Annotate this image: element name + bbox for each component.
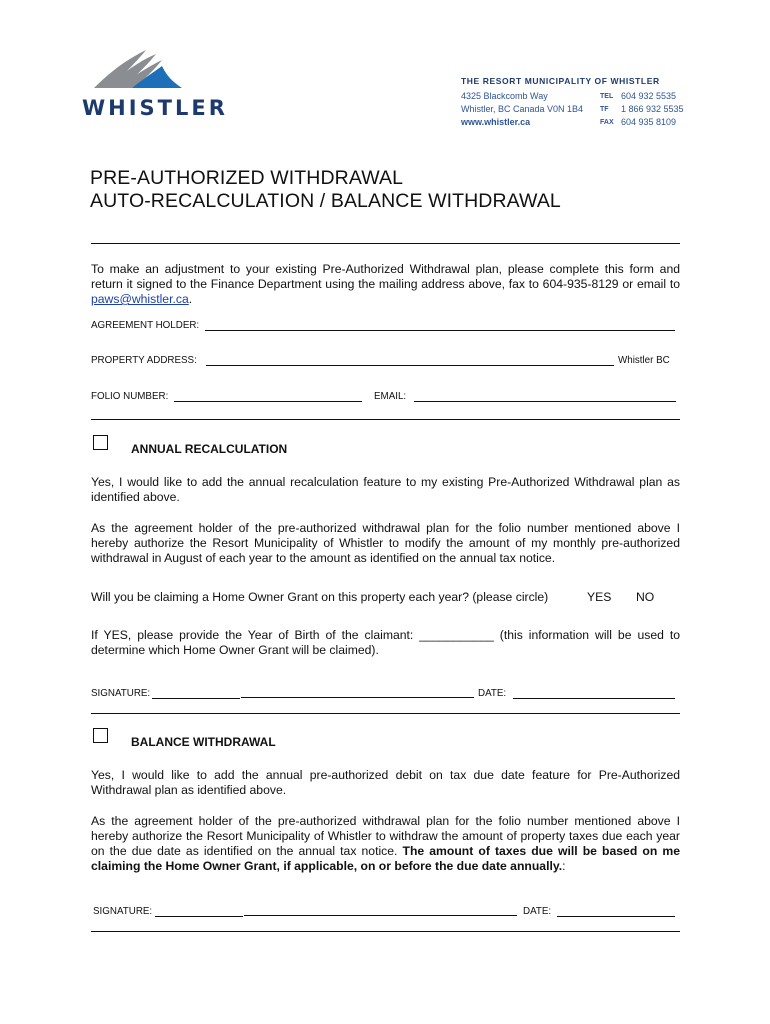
bottom-divider: [91, 931, 680, 932]
intro-paragraph: [91, 262, 680, 307]
property-address-suffix: Whistler BC: [618, 355, 670, 366]
tf-label: TF: [600, 106, 609, 113]
email-field[interactable]: [414, 401, 676, 402]
address-line-1: 4325 Blackcomb Way: [461, 91, 548, 101]
balance-signature-label: SIGNATURE:: [93, 906, 153, 917]
home-owner-grant-question: Will you be claiming a Home Owner Grant on this property each year? (please circle): [91, 590, 549, 604]
tel-label: TEL: [600, 93, 614, 100]
annual-signature-label: SIGNATURE:: [91, 688, 151, 699]
year-of-birth-text: If YES, please provide the Year of Birth of the claimant:: [91, 628, 420, 642]
intro-text: To make an adjustment to your existing Pre-Authorized Withdrawal plan, please complete this form and return it signed to the Finance Department using the mailing address above, fax to 604-935-8129 or email to: [91, 262, 680, 291]
agreement-holder-field[interactable]: [205, 330, 675, 331]
year-of-birth-field[interactable]: ___________: [419, 628, 494, 642]
title-divider: [91, 243, 680, 244]
annual-paragraph-1: Yes, I would like to add the annual recalculation feature to my existing Pre-Authorized Withdrawal plan as identified above.: [91, 475, 680, 504]
website-link[interactable]: www.whistler.ca: [461, 117, 531, 127]
property-address-field[interactable]: [206, 365, 614, 366]
form-title-line-1: PRE-AUTHORIZED WITHDRAWAL: [90, 167, 404, 189]
email-label: EMAIL:: [374, 391, 407, 402]
annual-recalculation-checkbox[interactable]: [93, 435, 108, 450]
logo-wordmark: WHISTLER: [82, 96, 228, 120]
org-name: THE RESORT MUNICIPALITY OF WHISTLER: [461, 76, 660, 86]
section-divider-1: [91, 419, 680, 420]
no-option[interactable]: NO: [636, 590, 655, 604]
balance-withdrawal-checkbox[interactable]: [93, 728, 108, 743]
annual-paragraph-2: As the agreement holder of the pre-authorized withdrawal plan for the folio number mentioned above I hereby authorize the Resort Municipality of Whistler to modify the amount of my monthly pre-authorized withdrawal in August of each year to the amount as identified on the annual tax notice.: [91, 521, 680, 565]
intro-end: .: [188, 292, 193, 306]
balance-paragraph-2-end: :: [562, 859, 566, 873]
annual-recalculation-title: ANNUAL RECALCULATION: [131, 442, 288, 456]
form-title-line-2: AUTO-RECALCULATION / BALANCE WITHDRAWAL: [90, 190, 561, 212]
property-address-label: PROPERTY ADDRESS:: [91, 355, 197, 366]
tf-number: 1 866 932 5535: [621, 104, 684, 114]
balance-withdrawal-title: BALANCE WITHDRAWAL: [131, 735, 276, 749]
agreement-holder-label: AGREEMENT HOLDER:: [91, 320, 200, 331]
balance-paragraph-2-text: As the agreement holder of the pre-authorized withdrawal plan for the folio number mentioned above I hereby authorize the Resort Municipality of Whistler to withdraw the amount of property taxes due each year on the due date as identified on the annual tax notice.: [91, 814, 680, 858]
tel-number: 604 932 5535: [621, 91, 677, 101]
year-of-birth-note: (this information will be used to determine which Home Owner Grant will be claimed).: [91, 628, 680, 657]
section-divider-2: [91, 713, 680, 714]
balance-paragraph-2-bold: The amount of taxes due will be based on me claiming the Home Owner Grant, if applicable, on or before the due date annually.: [91, 844, 680, 873]
email-link[interactable]: paws@whistler.ca: [91, 292, 189, 306]
balance-paragraph-1: Yes, I would like to add the annual pre-authorized debit on tax due date feature for Pre-Authorized Withdrawal plan as identified above.: [91, 768, 680, 797]
fax-number: 604 935 8109: [621, 117, 677, 127]
balance-signature-line-a: [155, 916, 243, 917]
year-of-birth-paragraph: [91, 628, 680, 658]
yes-option[interactable]: YES: [587, 590, 612, 604]
annual-date-field[interactable]: [513, 698, 675, 699]
annual-date-label: DATE:: [478, 688, 507, 699]
folio-number-label: FOLIO NUMBER:: [91, 391, 169, 402]
folio-number-field[interactable]: [174, 401, 362, 402]
address-line-2: Whistler, BC Canada V0N 1B4: [461, 104, 584, 114]
balance-signature-field[interactable]: [244, 915, 517, 916]
annual-signature-line-a: [152, 698, 240, 699]
balance-paragraph-2: [91, 814, 680, 874]
annual-signature-field[interactable]: [241, 697, 474, 698]
balance-date-field[interactable]: [557, 916, 675, 917]
org-contact-block: [461, 75, 701, 129]
fax-label: FAX: [600, 119, 614, 126]
balance-date-label: DATE:: [523, 906, 552, 917]
